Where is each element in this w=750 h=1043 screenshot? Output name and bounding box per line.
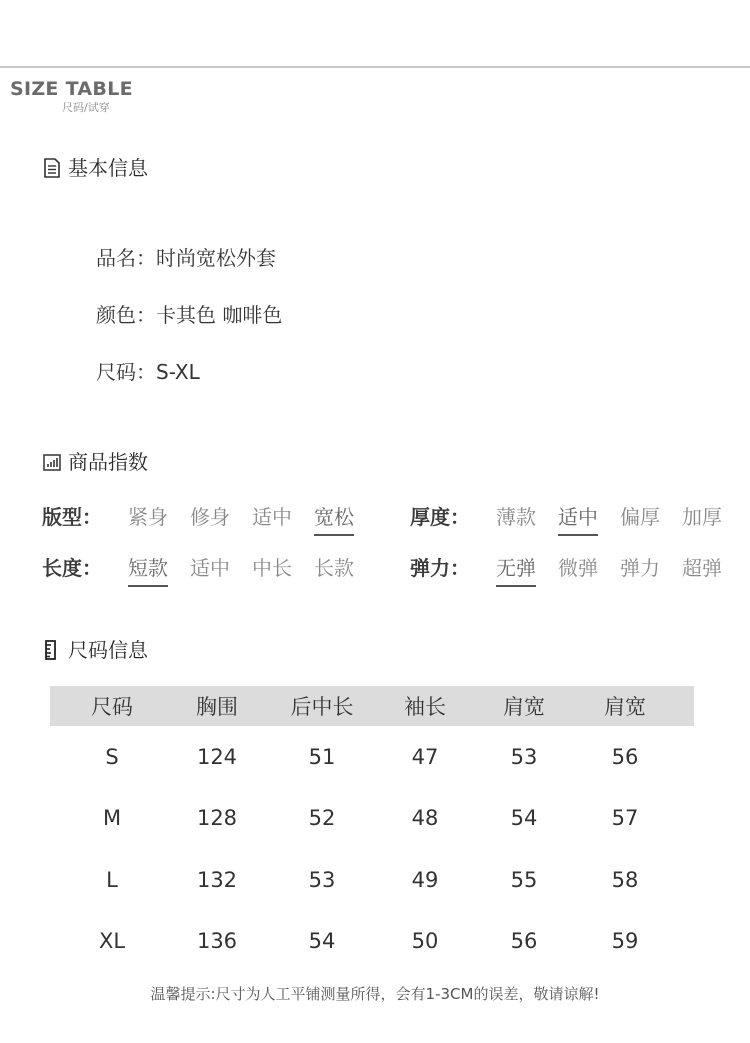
table-cell: 53 — [308, 867, 336, 892]
column-header: 肩宽 — [503, 695, 545, 719]
document-icon — [43, 158, 61, 178]
index-option: 薄款 — [496, 505, 536, 529]
bar-chart-icon — [43, 452, 61, 472]
column-header: 袖长 — [404, 695, 446, 719]
index-option-selected: 宽松 — [314, 504, 354, 534]
product-sizes: 尺码：S-XL — [96, 360, 200, 384]
table-cell: 132 — [196, 867, 238, 892]
table-cell: 54 — [308, 929, 336, 954]
table-cell: 53 — [510, 744, 538, 769]
table-cell: 59 — [611, 929, 639, 954]
index-option: 紧身 — [128, 505, 168, 529]
page-title: SIZE TABLE — [10, 78, 133, 100]
table-cell: 57 — [611, 806, 639, 831]
table-row — [50, 788, 694, 850]
index-option: 长款 — [314, 556, 354, 580]
index-option: 适中 — [190, 556, 230, 580]
footnote: 温馨提示:尺寸为人工平铺测量所得，会有1-3CM的误差，敬请谅解! — [150, 985, 600, 1003]
product-index-title: 商品指数 — [68, 450, 148, 474]
table-cell: XL — [98, 929, 126, 954]
index-label: 版型： — [42, 505, 102, 529]
table-cell: 52 — [308, 806, 336, 831]
product-color: 颜色：卡其色 咖啡色 — [96, 303, 283, 327]
index-option-selected: 无弹 — [496, 555, 536, 585]
table-cell: L — [106, 867, 118, 892]
index-length — [42, 555, 376, 585]
column-header: 尺码 — [91, 695, 133, 719]
table-cell: 54 — [510, 806, 538, 831]
table-cell: 58 — [611, 867, 639, 892]
product-index-heading — [43, 449, 148, 475]
column-header: 胸围 — [196, 695, 238, 719]
table-cell: 48 — [411, 806, 439, 831]
basic-info-heading — [43, 155, 148, 181]
table-cell: 55 — [510, 867, 538, 892]
index-label: 长度： — [42, 556, 102, 580]
table-cell: 124 — [196, 744, 238, 769]
table-cell: 49 — [411, 867, 439, 892]
table-cell: S — [105, 744, 119, 769]
ruler-icon — [43, 640, 61, 660]
table-cell: 136 — [196, 929, 238, 954]
page-subtitle: 尺码/试穿 — [62, 101, 110, 114]
table-row — [50, 911, 694, 973]
index-option: 弹力 — [620, 556, 660, 580]
size-table-header — [50, 686, 694, 726]
size-info-title: 尺码信息 — [68, 638, 148, 662]
index-option: 修身 — [190, 505, 230, 529]
table-row — [50, 849, 694, 911]
size-info-heading — [43, 637, 148, 663]
table-row — [50, 726, 694, 788]
index-option: 超弹 — [682, 556, 722, 580]
column-header: 肩宽 — [604, 695, 646, 719]
size-table — [50, 686, 694, 972]
index-option: 偏厚 — [620, 505, 660, 529]
index-option: 中长 — [252, 556, 292, 580]
index-fit — [42, 504, 376, 534]
column-header: 后中长 — [290, 695, 354, 719]
index-label: 弹力： — [410, 556, 470, 580]
index-option: 适中 — [252, 505, 292, 529]
product-name: 品名：时尚宽松外套 — [96, 246, 276, 270]
table-cell: 50 — [411, 929, 439, 954]
table-cell: 128 — [196, 806, 238, 831]
index-option: 加厚 — [682, 505, 722, 529]
index-label: 厚度： — [410, 505, 470, 529]
index-option: 微弹 — [558, 556, 598, 580]
table-cell: M — [102, 806, 122, 831]
index-option-selected: 短款 — [128, 555, 168, 585]
table-cell: 47 — [411, 744, 439, 769]
basic-info-title: 基本信息 — [68, 156, 148, 180]
index-elasticity — [410, 555, 744, 585]
table-cell: 51 — [308, 744, 336, 769]
table-cell: 56 — [611, 744, 639, 769]
index-option-selected: 适中 — [558, 504, 598, 534]
table-cell: 56 — [510, 929, 538, 954]
index-thickness — [410, 504, 744, 534]
top-divider — [0, 66, 750, 68]
